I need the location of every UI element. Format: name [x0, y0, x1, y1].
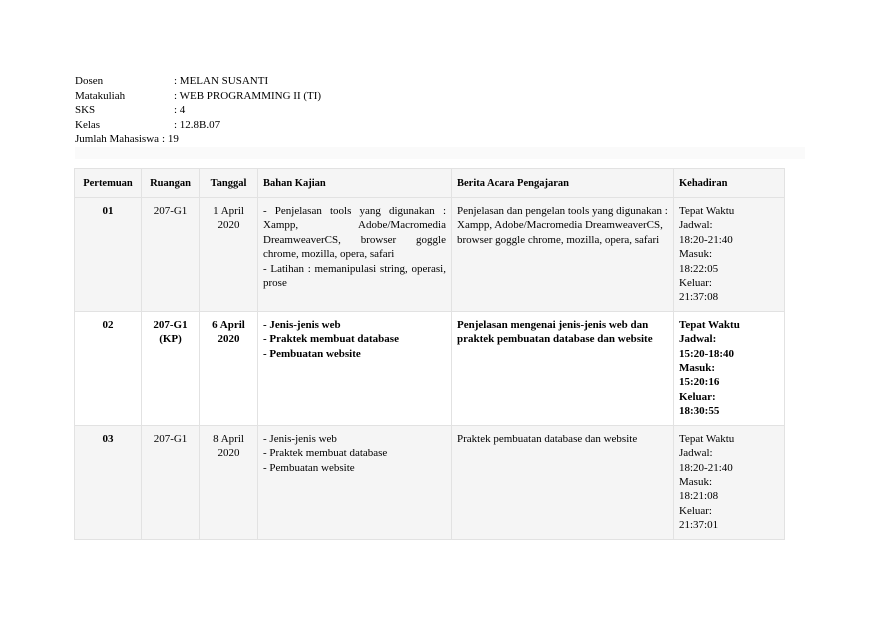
- cell-line: Keluar:: [679, 504, 712, 517]
- cell-line: Keluar:: [679, 390, 716, 403]
- cell-pertemuan: 03: [75, 425, 142, 539]
- cell-berita-acara: Penjelasan mengenai jenis-jenis web dan praktek pembuatan database dan website: [452, 311, 674, 425]
- cell-line: - Pembuatan website: [263, 461, 355, 474]
- cell-line: Masuk:: [679, 248, 712, 261]
- table-row: [75, 311, 785, 425]
- cell-line: 1 April: [213, 205, 244, 217]
- cell-line: 2020: [217, 219, 240, 232]
- cell-pertemuan: 01: [75, 198, 142, 312]
- column-header: Bahan Kajian: [258, 169, 452, 198]
- info-label: Jumlah Mahasiswa: [75, 133, 160, 146]
- cell-line: 207-G1: [153, 318, 188, 331]
- cell-line: (KP): [159, 333, 182, 346]
- cell-ruangan: [142, 311, 200, 425]
- cell-line: - Jenis-jenis web: [263, 318, 341, 331]
- cell-tanggal: [200, 425, 258, 539]
- cell-kehadiran: [674, 425, 785, 539]
- course-info: [75, 74, 321, 147]
- cell-line: 207-G1: [153, 432, 188, 445]
- cell-line: - Jenis-jenis web: [263, 432, 337, 445]
- cell-bahan-kajian: [258, 311, 452, 425]
- info-value: : MELAN SUSANTI: [174, 75, 269, 87]
- table-header-row: [75, 169, 785, 198]
- info-row-jumlah: [75, 132, 321, 147]
- cell-line: - Penjelasan tools yang digunakan : Xampp, Adobe/Macromedia DreamweaverCS, browser goggle chrome, mozilla, opera, safari: [263, 205, 446, 261]
- cell-berita-acara: Penjelasan dan pengelan tools yang digunakan : Xampp, Adobe/Macromedia DreamweaverCS, browser goggle chrome, mozilla, opera, safari: [452, 198, 674, 312]
- cell-line: 18:21:08: [679, 490, 719, 503]
- cell-line: 18:20-21:40: [679, 233, 733, 246]
- info-label: Matakuliah: [75, 89, 126, 102]
- table-row: [75, 425, 785, 539]
- cell-berita-acara: Praktek pembuatan database dan website: [452, 425, 674, 539]
- table-row: [75, 198, 785, 312]
- cell-line: 2020: [217, 447, 240, 460]
- cell-tanggal: [200, 311, 258, 425]
- info-label: Kelas: [75, 118, 101, 131]
- info-row-matakuliah: [75, 89, 321, 104]
- cell-bahan-kajian: [258, 425, 452, 539]
- cell-tanggal: [200, 198, 258, 312]
- info-value: : 4: [174, 104, 186, 117]
- cell-line: 18:30:55: [679, 405, 720, 418]
- column-header: Kehadiran: [674, 169, 785, 198]
- cell-line: 18:20-21:40: [679, 461, 733, 474]
- cell-ruangan: [142, 198, 200, 312]
- cell-line: Tepat Waktu: [679, 432, 735, 445]
- info-row-sks: [75, 103, 321, 118]
- cell-kehadiran: [674, 311, 785, 425]
- attendance-table: [74, 168, 785, 540]
- divider-band: [75, 147, 805, 159]
- cell-pertemuan: 02: [75, 311, 142, 425]
- info-label: Dosen: [75, 75, 104, 87]
- cell-line: - Latihan : memanipulasi string, operasi, prose: [263, 262, 446, 290]
- cell-bahan-kajian: [258, 198, 452, 312]
- info-row-kelas: [75, 118, 321, 133]
- cell-line: Tepat Waktu: [679, 318, 740, 331]
- info-value: : WEB PROGRAMMING II (TI): [174, 89, 322, 102]
- cell-line: Masuk:: [679, 475, 712, 488]
- cell-line: 21:37:08: [679, 291, 719, 304]
- cell-ruangan: [142, 425, 200, 539]
- cell-line: 8 April: [213, 432, 244, 445]
- cell-line: 15:20-18:40: [679, 347, 734, 360]
- column-header: Berita Acara Pengajaran: [452, 169, 674, 198]
- cell-line: - Praktek membuat database: [263, 333, 399, 346]
- cell-line: 2020: [217, 333, 240, 346]
- cell-line: - Pembuatan website: [263, 347, 361, 360]
- info-label: SKS: [75, 104, 96, 117]
- cell-line: Keluar:: [679, 277, 712, 290]
- column-header: Pertemuan: [75, 169, 142, 198]
- info-row-dosen: [75, 74, 321, 89]
- cell-line: 18:22:05: [679, 262, 719, 275]
- column-header: Tanggal: [200, 169, 258, 198]
- cell-line: - Praktek membuat database: [263, 447, 388, 460]
- cell-line: Jadwal:: [679, 219, 713, 232]
- cell-line: 21:37:01: [679, 519, 719, 532]
- cell-line: 6 April: [212, 318, 245, 331]
- cell-line: Tepat Waktu: [679, 205, 735, 217]
- cell-line: 207-G1: [153, 205, 188, 217]
- cell-line: Jadwal:: [679, 447, 713, 460]
- cell-line: Jadwal:: [679, 333, 717, 346]
- info-value: : 19: [162, 133, 179, 146]
- cell-line: Masuk:: [679, 362, 716, 375]
- info-value: : 12.8B.07: [174, 118, 221, 131]
- cell-line: 15:20:16: [679, 376, 720, 389]
- column-header: Ruangan: [142, 169, 200, 198]
- cell-kehadiran: [674, 198, 785, 312]
